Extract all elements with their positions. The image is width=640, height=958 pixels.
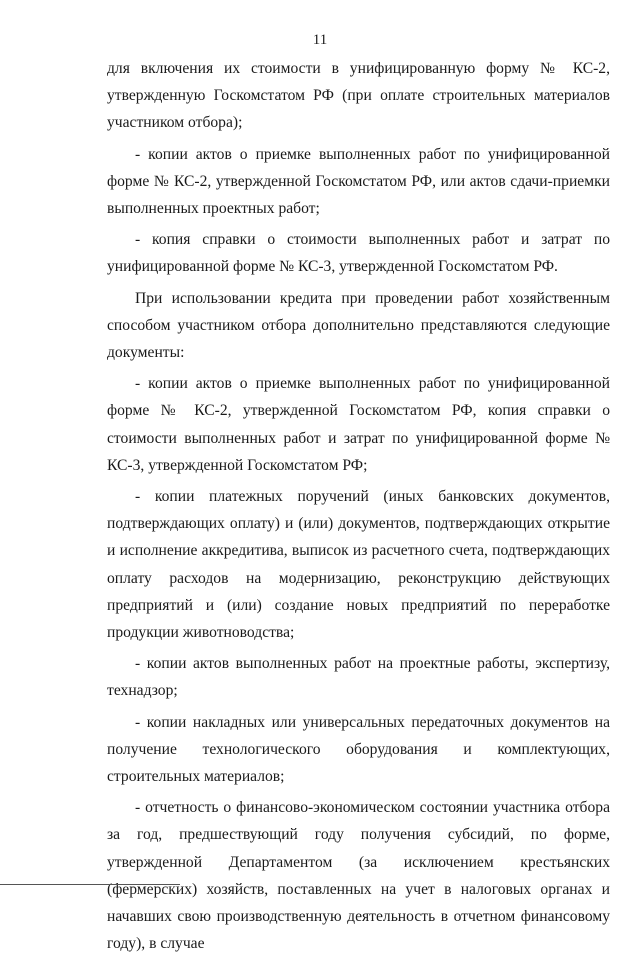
paragraph-item: - копии накладных или универсальных передаточных документов на получение технологического оборудования и комплектующих, строительных материалов; [107, 713, 610, 786]
paragraph-intro: При использовании кредита при проведении работ хозяйственным способом участником отбора дополнительно представляются следующие документы: [107, 289, 610, 362]
paragraph-item: - копии актов о приемке выполненных работ по унифицированной форме № КС-2, утвержденной Госкомстатом РФ, или актов сдачи-приемки выполненных проектных работ; [107, 145, 610, 218]
paragraph-continuation: для включения их стоимости в унифицированную форму № КС-2, утвержденную Госкомстатом РФ (при оплате строительных материалов участником отбора); [107, 60, 610, 132]
paragraph-item: - копии платежных поручений (иных банковских документов, подтверждающих оплату) и (или) документов, подтверждающих открытие и исполнение аккредитива, выписок из расчетного счета, подтверждающих оплату расходов на модернизацию, реконструкцию действующих предприятий и (или) создание новых предприятий по переработке продукции животноводства; [107, 488, 610, 642]
paragraph-item: - копии актов выполненных работ на проектные работы, экспертизу, технадзор; [107, 655, 610, 700]
paragraph-item: - копии актов о приемке выполненных работ по унифицированной форме № КС-2, утвержденной Госкомстатом РФ, копия справки о стоимости выполненных работ и затрат по унифицированной форме № КС-3, утвержденной Госкомстатом РФ; [107, 375, 610, 474]
paragraph-item: - отчетность о финансово-экономическом состоянии участника отбора за год, предшествующий году получения субсидий, по форме, утвержденной Департаментом (за исключением крестьянских (фермерских) хозяйств, поставленных на учет в налоговых органах и начавших свою производственную деятельность в отчетном финансовому году), в случае [107, 799, 610, 953]
paragraph-item: - копия справки о стоимости выполненных работ и затрат по унифицированной форме № КС-3, утвержденной Госкомстатом РФ. [107, 231, 610, 276]
footnote-separator-line [0, 884, 180, 885]
document-body [107, 55, 610, 958]
page-number: 11 [312, 32, 328, 48]
